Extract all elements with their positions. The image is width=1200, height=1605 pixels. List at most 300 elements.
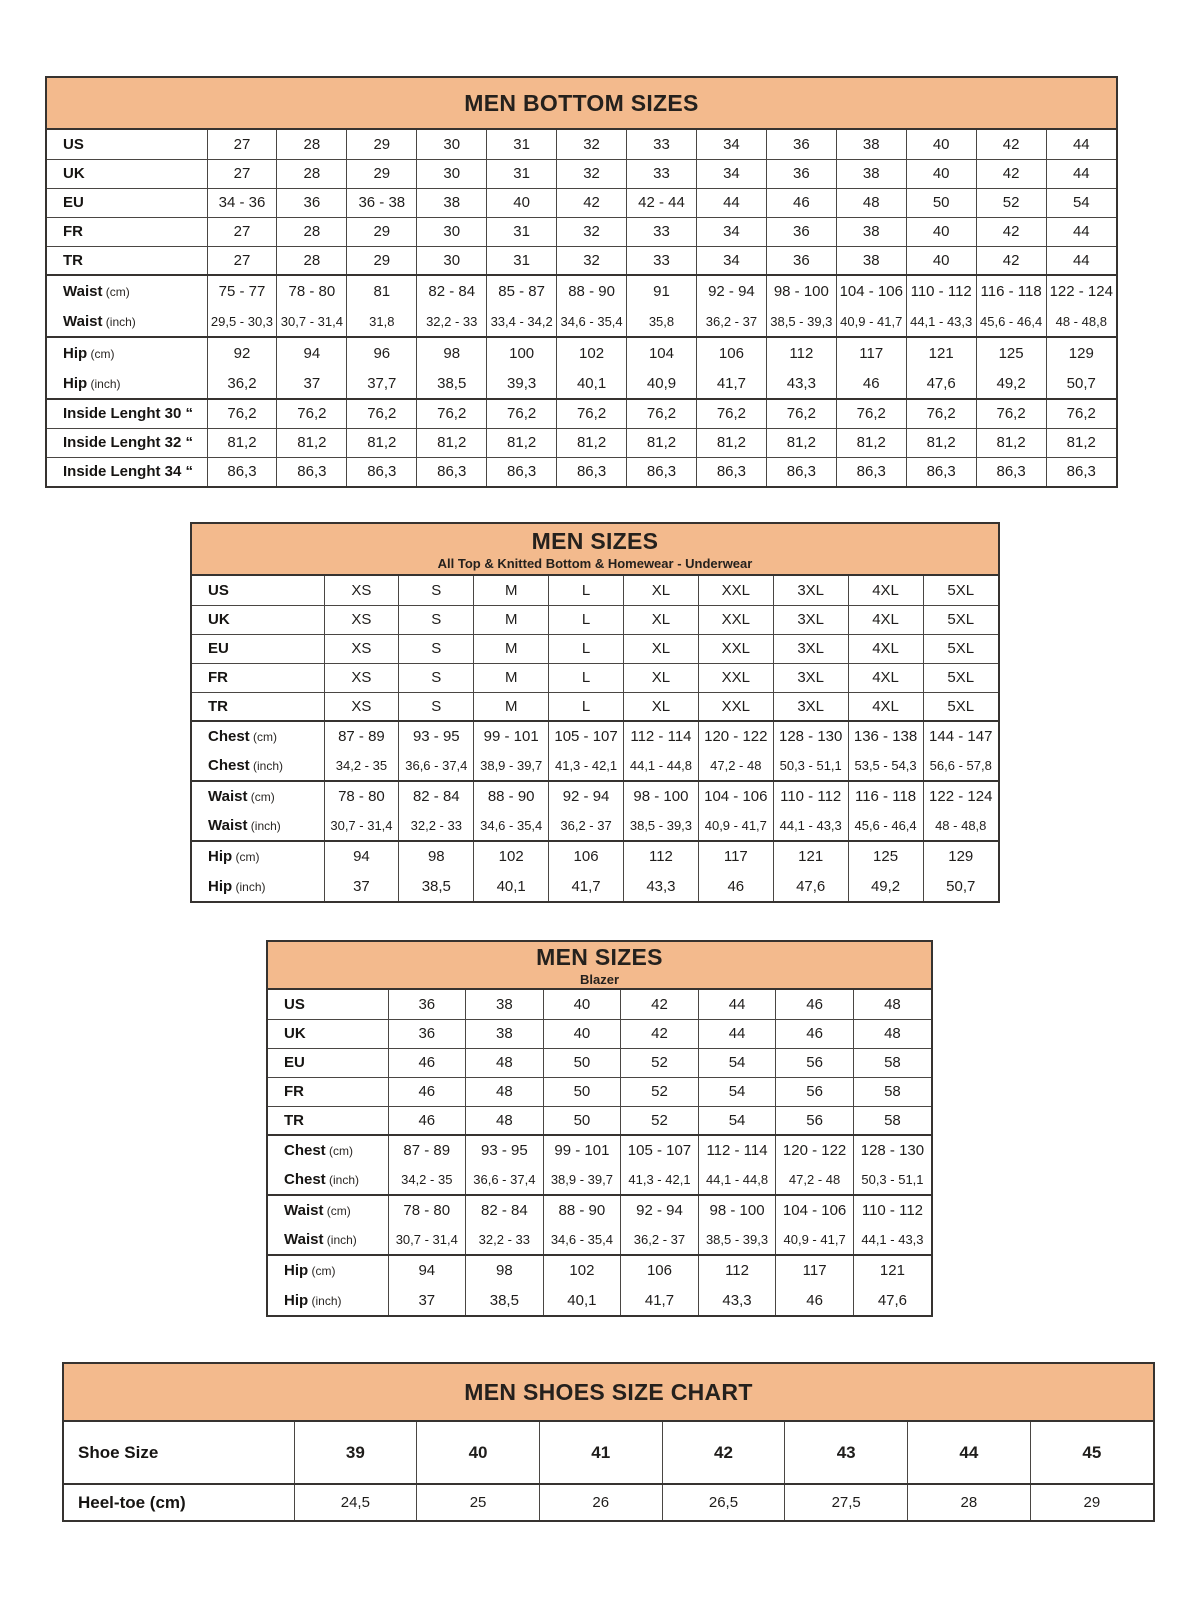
size-cell: 32	[557, 159, 627, 188]
size-cell: 117	[836, 337, 906, 368]
size-cell: 112 - 114	[624, 721, 699, 751]
size-cell: 93 - 95	[466, 1135, 544, 1165]
size-cell: 4XL	[848, 692, 923, 721]
size-cell: 50	[543, 1048, 621, 1077]
size-cell: 76,2	[277, 399, 347, 428]
table-row	[47, 337, 1116, 368]
size-cell: 46	[776, 990, 854, 1019]
size-cell: 39	[294, 1422, 417, 1484]
size-cell: 44	[698, 990, 776, 1019]
size-cell: 30,7 - 31,4	[324, 811, 399, 841]
size-cell: 41,7	[549, 871, 624, 901]
size-cell: 27	[207, 130, 277, 159]
size-cell: 86,3	[906, 457, 976, 486]
size-cell: 40,1	[474, 871, 549, 901]
size-cell: 38	[836, 159, 906, 188]
row-label: Inside Lenght 30 “	[47, 399, 207, 428]
table-row	[64, 1484, 1153, 1520]
size-cell: 38,5	[417, 368, 487, 399]
size-cell: 112 - 114	[698, 1135, 776, 1165]
size-cell: 33	[627, 246, 697, 275]
table-header	[64, 1364, 1153, 1422]
size-cell: 52	[621, 1106, 699, 1135]
size-cell: 31	[487, 130, 557, 159]
size-cell: 112	[766, 337, 836, 368]
table-title: MEN SHOES SIZE CHART	[464, 1378, 753, 1405]
size-cell: 106	[696, 337, 766, 368]
table-row	[47, 188, 1116, 217]
size-cell: 105 - 107	[549, 721, 624, 751]
row-label: EU	[268, 1048, 388, 1077]
size-cell: 40,1	[543, 1285, 621, 1315]
size-cell: 125	[848, 841, 923, 871]
size-cell: 44,1 - 44,8	[698, 1165, 776, 1195]
size-cell: S	[399, 692, 474, 721]
size-cell: 56,6 - 57,8	[923, 751, 998, 781]
size-cell: XL	[624, 663, 699, 692]
size-cell: 99 - 101	[474, 721, 549, 751]
size-cell: 76,2	[1046, 399, 1116, 428]
size-cell: 82 - 84	[417, 275, 487, 306]
size-cell: 41	[539, 1422, 662, 1484]
size-cell: 42 - 44	[627, 188, 697, 217]
size-grid	[64, 1422, 1153, 1520]
table-row	[268, 1255, 931, 1285]
size-cell: 36	[388, 1019, 466, 1048]
size-cell: 136 - 138	[848, 721, 923, 751]
size-cell: 42	[976, 130, 1046, 159]
size-cell: 36,2	[207, 368, 277, 399]
size-cell: 47,2 - 48	[776, 1165, 854, 1195]
size-cell: S	[399, 663, 474, 692]
table-row	[192, 663, 998, 692]
row-label: US	[284, 995, 305, 1013]
size-cell: 34	[696, 130, 766, 159]
table-row	[47, 217, 1116, 246]
row-label: TR	[192, 692, 324, 721]
size-cell: 76,2	[417, 399, 487, 428]
size-cell: 41,7	[696, 368, 766, 399]
size-cell: 98	[417, 337, 487, 368]
size-cell: 56	[776, 1106, 854, 1135]
size-cell: 34 - 36	[207, 188, 277, 217]
table-row	[192, 634, 998, 663]
size-cell: XS	[324, 576, 399, 605]
table-row	[47, 368, 1116, 399]
table-row	[268, 1077, 931, 1106]
size-cell: 56	[776, 1048, 854, 1077]
size-cell: 85 - 87	[487, 275, 557, 306]
row-label: FR	[192, 663, 324, 692]
size-cell: 128 - 130	[773, 721, 848, 751]
table-row	[47, 306, 1116, 337]
size-cell: 33	[627, 159, 697, 188]
size-cell: 27,5	[785, 1484, 908, 1520]
size-cell: 28	[277, 159, 347, 188]
table-title: MEN BOTTOM SIZES	[464, 89, 699, 116]
size-cell: 36	[277, 188, 347, 217]
size-cell: 76,2	[696, 399, 766, 428]
size-cell: 32,2 - 33	[417, 306, 487, 337]
size-cell: 52	[621, 1048, 699, 1077]
size-cell: 30	[417, 159, 487, 188]
size-cell: 86,3	[277, 457, 347, 486]
size-cell: 82 - 84	[466, 1195, 544, 1225]
size-cell: 44	[908, 1422, 1031, 1484]
size-cell: 128 - 130	[853, 1135, 931, 1165]
size-cell: L	[549, 663, 624, 692]
size-cell: 98	[466, 1255, 544, 1285]
size-cell: 43,3	[766, 368, 836, 399]
size-cell: 34,6 - 35,4	[474, 811, 549, 841]
size-cell: 104 - 106	[836, 275, 906, 306]
row-label: Heel-toe (cm)	[64, 1484, 294, 1520]
size-cell: 27	[207, 159, 277, 188]
row-label: Chest (cm)	[268, 1135, 388, 1165]
row-label: FR	[268, 1077, 388, 1106]
size-cell: 5XL	[923, 692, 998, 721]
size-cell: 40	[906, 159, 976, 188]
row-label: UK	[268, 1019, 388, 1048]
table-row	[268, 1106, 931, 1135]
size-cell: 46	[776, 1285, 854, 1315]
size-cell: 104 - 106	[698, 781, 773, 811]
row-label: Shoe Size	[78, 1442, 159, 1462]
table-row	[192, 751, 998, 781]
size-cell: M	[474, 663, 549, 692]
row-label: EU	[47, 188, 207, 217]
size-cell: 45,6 - 46,4	[976, 306, 1046, 337]
row-label: Waist (inch)	[284, 1231, 357, 1248]
size-cell: 40	[543, 990, 621, 1019]
size-cell: 29	[347, 217, 417, 246]
size-cell: 94	[388, 1255, 466, 1285]
size-cell: 48 - 48,8	[923, 811, 998, 841]
table-row	[268, 1225, 931, 1255]
size-cell: 81,2	[696, 428, 766, 457]
size-cell: XXL	[698, 605, 773, 634]
row-label: EU	[192, 634, 324, 663]
size-cell: 76,2	[557, 399, 627, 428]
size-cell: 87 - 89	[388, 1135, 466, 1165]
size-cell: XS	[324, 663, 399, 692]
size-cell: 27	[207, 217, 277, 246]
size-cell: 38	[836, 130, 906, 159]
size-cell: 117	[776, 1255, 854, 1285]
table-subtitle: Blazer	[579, 971, 620, 987]
size-cell: 46	[836, 368, 906, 399]
size-cell: 81,2	[557, 428, 627, 457]
size-cell: 31,8	[347, 306, 417, 337]
size-cell: 94	[277, 337, 347, 368]
row-label: US	[208, 581, 229, 599]
size-cell: 38	[836, 246, 906, 275]
size-cell: 58	[853, 1077, 931, 1106]
men-top-sizes-table	[190, 522, 1000, 903]
size-cell: 78 - 80	[277, 275, 347, 306]
table-row	[47, 159, 1116, 188]
size-cell: 86,3	[627, 457, 697, 486]
size-cell: 46	[388, 1106, 466, 1135]
size-cell: 47,6	[773, 871, 848, 901]
size-cell: 106	[549, 841, 624, 871]
size-cell: 42	[976, 217, 1046, 246]
size-cell: 38	[466, 990, 544, 1019]
size-cell: 98 - 100	[624, 781, 699, 811]
size-cell: 112	[624, 841, 699, 871]
row-label: Chest (inch)	[208, 757, 284, 774]
size-cell: 102	[557, 337, 627, 368]
size-cell: 44	[698, 1019, 776, 1048]
size-cell: 35,8	[627, 306, 697, 337]
size-cell: 87 - 89	[324, 721, 399, 751]
row-label: Waist (inch)	[63, 312, 136, 330]
size-cell: 122 - 124	[1046, 275, 1116, 306]
size-cell: 4XL	[848, 576, 923, 605]
size-cell: 40	[906, 246, 976, 275]
size-cell: 4XL	[848, 605, 923, 634]
size-cell: 81,2	[836, 428, 906, 457]
size-grid	[47, 130, 1116, 486]
size-cell: 41,3 - 42,1	[621, 1165, 699, 1195]
size-cell: 38	[417, 188, 487, 217]
size-cell: 38,5	[466, 1285, 544, 1315]
size-cell: 78 - 80	[388, 1195, 466, 1225]
row-label: Inside Lenght 32 “	[47, 428, 207, 457]
size-cell: 121	[773, 841, 848, 871]
size-cell: 144 - 147	[923, 721, 998, 751]
size-cell: 40,9 - 41,7	[698, 811, 773, 841]
size-cell: 106	[621, 1255, 699, 1285]
table-row	[47, 246, 1116, 275]
size-cell: 50,3 - 51,1	[773, 751, 848, 781]
size-cell: 38,9 - 39,7	[474, 751, 549, 781]
size-cell: 40	[417, 1422, 540, 1484]
size-cell: XL	[624, 605, 699, 634]
table-row	[268, 1195, 931, 1225]
size-cell: 5XL	[923, 605, 998, 634]
size-cell: 40,9	[627, 368, 697, 399]
table-header	[192, 524, 998, 576]
size-cell: 5XL	[923, 634, 998, 663]
size-cell: XS	[324, 634, 399, 663]
table-row	[64, 1422, 1153, 1484]
size-cell: L	[549, 576, 624, 605]
size-cell: 38,9 - 39,7	[543, 1165, 621, 1195]
size-cell: 81,2	[277, 428, 347, 457]
size-cell: 92 - 94	[549, 781, 624, 811]
size-cell: 3XL	[773, 576, 848, 605]
size-cell: M	[474, 692, 549, 721]
size-cell: 37	[324, 871, 399, 901]
size-cell: 92 - 94	[696, 275, 766, 306]
size-cell: 81,2	[207, 428, 277, 457]
table-row	[192, 692, 998, 721]
size-cell: 46	[766, 188, 836, 217]
size-cell: 40,1	[557, 368, 627, 399]
size-cell: 116 - 118	[848, 781, 923, 811]
table-row	[268, 1285, 931, 1315]
size-cell: 42	[976, 159, 1046, 188]
table-row	[47, 130, 1116, 159]
size-cell: 30	[417, 217, 487, 246]
size-cell: 76,2	[766, 399, 836, 428]
row-label: Hip (inch)	[208, 877, 266, 895]
size-cell: 110 - 112	[853, 1195, 931, 1225]
size-cell: 37	[277, 368, 347, 399]
size-cell: 43,3	[624, 871, 699, 901]
size-cell: 81,2	[417, 428, 487, 457]
size-cell: 81,2	[487, 428, 557, 457]
size-cell: 31	[487, 217, 557, 246]
row-label: Chest (inch)	[284, 1171, 360, 1188]
size-cell: 50,3 - 51,1	[853, 1165, 931, 1195]
size-cell: 76,2	[836, 399, 906, 428]
row-label: Waist (cm)	[268, 1195, 388, 1225]
row-label: Hip (cm)	[268, 1255, 388, 1285]
size-cell: 47,6	[853, 1285, 931, 1315]
size-cell: 43	[785, 1422, 908, 1484]
size-cell: 46	[388, 1048, 466, 1077]
size-cell: 38	[466, 1019, 544, 1048]
table-subtitle: All Top & Knitted Bottom & Homewear - Underwear	[437, 555, 753, 571]
size-cell: 28	[277, 130, 347, 159]
size-cell: 33,4 - 34,2	[487, 306, 557, 337]
size-cell: 30	[417, 246, 487, 275]
size-cell: 39,3	[487, 368, 557, 399]
size-cell: 58	[853, 1106, 931, 1135]
size-cell: 50	[906, 188, 976, 217]
size-cell: 50,7	[923, 871, 998, 901]
size-cell: 34,2 - 35	[388, 1165, 466, 1195]
size-cell: 78 - 80	[324, 781, 399, 811]
size-cell: S	[399, 576, 474, 605]
size-cell: 47,2 - 48	[698, 751, 773, 781]
size-cell: 122 - 124	[923, 781, 998, 811]
table-row	[268, 1165, 931, 1195]
size-cell: 81,2	[1046, 428, 1116, 457]
size-cell: 50	[543, 1077, 621, 1106]
size-cell: 29	[347, 246, 417, 275]
size-cell: 37	[388, 1285, 466, 1315]
size-cell: 29,5 - 30,3	[207, 306, 277, 337]
size-cell: 31	[487, 246, 557, 275]
table-title: MEN SIZES	[531, 527, 659, 554]
men-bottom-sizes-table	[45, 76, 1118, 488]
table-title: MEN SIZES	[536, 943, 663, 970]
size-cell: 52	[621, 1077, 699, 1106]
size-cell: 129	[1046, 337, 1116, 368]
size-cell: 28	[277, 246, 347, 275]
row-label: Chest (cm)	[192, 721, 324, 751]
size-cell: XS	[324, 605, 399, 634]
size-cell: 81,2	[627, 428, 697, 457]
row-label: Hip (inch)	[284, 1291, 342, 1309]
size-cell: 49,2	[848, 871, 923, 901]
size-cell: 27	[207, 246, 277, 275]
size-cell: 105 - 107	[621, 1135, 699, 1165]
size-cell: 82 - 84	[399, 781, 474, 811]
size-cell: 54	[1046, 188, 1116, 217]
size-cell: 92 - 94	[621, 1195, 699, 1225]
table-row	[192, 605, 998, 634]
table-header	[268, 942, 931, 990]
size-cell: 40	[543, 1019, 621, 1048]
size-cell: 44	[1046, 130, 1116, 159]
row-label: TR	[268, 1106, 388, 1135]
row-label: Waist (inch)	[208, 817, 281, 834]
size-cell: 86,3	[696, 457, 766, 486]
size-cell: 44,1 - 43,3	[773, 811, 848, 841]
size-cell: 36 - 38	[347, 188, 417, 217]
table-row	[192, 781, 998, 811]
size-cell: 38,5	[399, 871, 474, 901]
size-cell: 48 - 48,8	[1046, 306, 1116, 337]
size-cell: 32	[557, 217, 627, 246]
size-cell: S	[399, 634, 474, 663]
size-cell: 34,2 - 35	[324, 751, 399, 781]
size-cell: 28	[277, 217, 347, 246]
size-cell: 86,3	[1046, 457, 1116, 486]
size-cell: 4XL	[848, 663, 923, 692]
size-cell: 112	[698, 1255, 776, 1285]
size-cell: 46	[776, 1019, 854, 1048]
table-row	[268, 990, 931, 1019]
size-cell: 5XL	[923, 576, 998, 605]
table-row	[268, 1048, 931, 1077]
size-cell: 92	[207, 337, 277, 368]
size-cell: 38	[836, 217, 906, 246]
size-cell: 98 - 100	[698, 1195, 776, 1225]
size-cell: L	[549, 605, 624, 634]
size-cell: 33	[627, 130, 697, 159]
size-cell: 40,9 - 41,7	[836, 306, 906, 337]
size-cell: 32,2 - 33	[399, 811, 474, 841]
size-cell: 36	[766, 246, 836, 275]
size-cell: XS	[324, 692, 399, 721]
size-cell: 29	[347, 159, 417, 188]
table-row	[192, 811, 998, 841]
size-cell: 36,2 - 37	[621, 1225, 699, 1255]
size-cell: 96	[347, 337, 417, 368]
size-cell: 86,3	[557, 457, 627, 486]
size-cell: XXL	[698, 692, 773, 721]
size-cell: 102	[543, 1255, 621, 1285]
size-cell: 28	[908, 1484, 1031, 1520]
size-cell: 129	[923, 841, 998, 871]
size-cell: 76,2	[487, 399, 557, 428]
size-cell: 54	[698, 1106, 776, 1135]
size-cell: 88 - 90	[543, 1195, 621, 1225]
size-cell: 3XL	[773, 634, 848, 663]
size-cell: 100	[487, 337, 557, 368]
size-cell: 81,2	[347, 428, 417, 457]
size-cell: 99 - 101	[543, 1135, 621, 1165]
size-cell: M	[474, 634, 549, 663]
size-cell: 44	[696, 188, 766, 217]
size-cell: 104	[627, 337, 697, 368]
size-cell: 98	[399, 841, 474, 871]
size-cell: 33	[627, 217, 697, 246]
size-cell: M	[474, 576, 549, 605]
size-cell: 34	[696, 159, 766, 188]
size-cell: 36,2 - 37	[549, 811, 624, 841]
size-cell: 117	[698, 841, 773, 871]
size-cell: 88 - 90	[474, 781, 549, 811]
size-cell: 44	[1046, 159, 1116, 188]
size-cell: 76,2	[906, 399, 976, 428]
size-cell: 54	[698, 1048, 776, 1077]
